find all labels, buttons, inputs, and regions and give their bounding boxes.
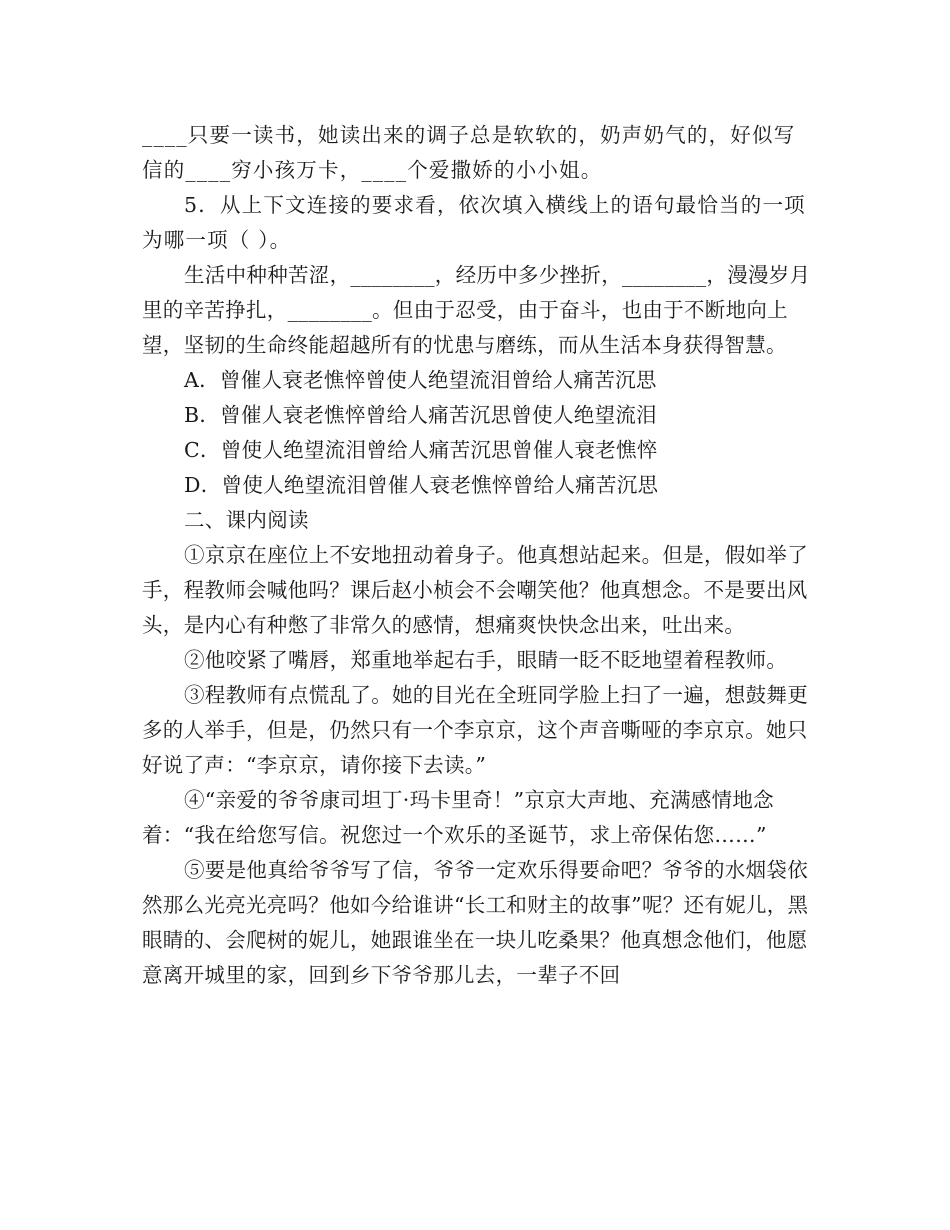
option-a: A．曾催人衰老憔悴曾使人绝望流泪曾给人痛苦沉思 bbox=[184, 368, 657, 392]
reading-paragraph-4: ④“亲爱的爷爷康司坦丁·玛卡里奇！”京京大声地、充满感情地念着：“我在给您写信。祝您过一个欢乐的圣诞节，求上帝保佑您……” bbox=[142, 788, 774, 847]
reading-paragraph-1: ①京京在座位上不安地扭动着身子。他真想站起来。但是，假如举了手，程教师会喊他吗？课后赵小桢会不会嘲笑他？他真想念。不是要出风头，是内心有种憋了非常久的感情，想痛爽快快念出来，吐出来。 bbox=[142, 543, 808, 637]
option-d: D．曾使人绝望流泪曾催人衰老憔悴曾给人痛苦沉思 bbox=[184, 473, 659, 497]
reading-paragraph-2: ②他咬紧了嘴唇，郑重地举起右手，眼睛一眨不眨地望着程教师。 bbox=[184, 648, 788, 672]
question-5-passage: 生活中种种苦涩，________，经历中多少挫折，________，漫漫岁月里的辛苦挣扎，________。但由于忍受，由于奋斗，也由于不断地向上望，坚韧的生命终能超越所有的忧患与磨练，而从生活本身获得智慧。 bbox=[142, 263, 811, 357]
option-c: C．曾使人绝望流泪曾给人痛苦沉思曾催人衰老憔悴 bbox=[184, 438, 658, 462]
reading-paragraph-5: ⑤要是他真给爷爷写了信，爷爷一定欢乐得要命吧？爷爷的水烟袋依然那么光亮光亮吗？他如今给谁讲“长工和财主的故事”呢？还有妮儿，黑眼睛的、会爬树的妮儿，她跟谁坐在一块儿吃桑果？他真想念他们，他愿意离开城里的家，回到乡下爷爷那儿去，一辈子不回 bbox=[142, 858, 809, 987]
question-5-stem: 5．从上下文连接的要求看，依次填入横线上的语句最恰当的一项为哪一项（ ）。 bbox=[142, 193, 806, 252]
document-body bbox=[142, 118, 812, 993]
section-heading-reading: 二、课内阅读 bbox=[184, 508, 309, 532]
option-b: B．曾催人衰老憔悴曾给人痛苦沉思曾使人绝望流泪 bbox=[184, 403, 657, 427]
reading-paragraph-3: ③程教师有点慌乱了。她的目光在全班同学脸上扫了一遍，想鼓舞更多的人举手，但是，仍然只有一个李京京，这个声音嘶哑的李京京。她只好说了声：“李京京，请你接下去读。” bbox=[142, 683, 808, 777]
paragraph-blank-fill: ____只要一读书，她读出来的调子总是软软的，奶声奶气的，好似写信的____穷小孩万卡，____个爱撒娇的小小姐。 bbox=[142, 123, 796, 182]
